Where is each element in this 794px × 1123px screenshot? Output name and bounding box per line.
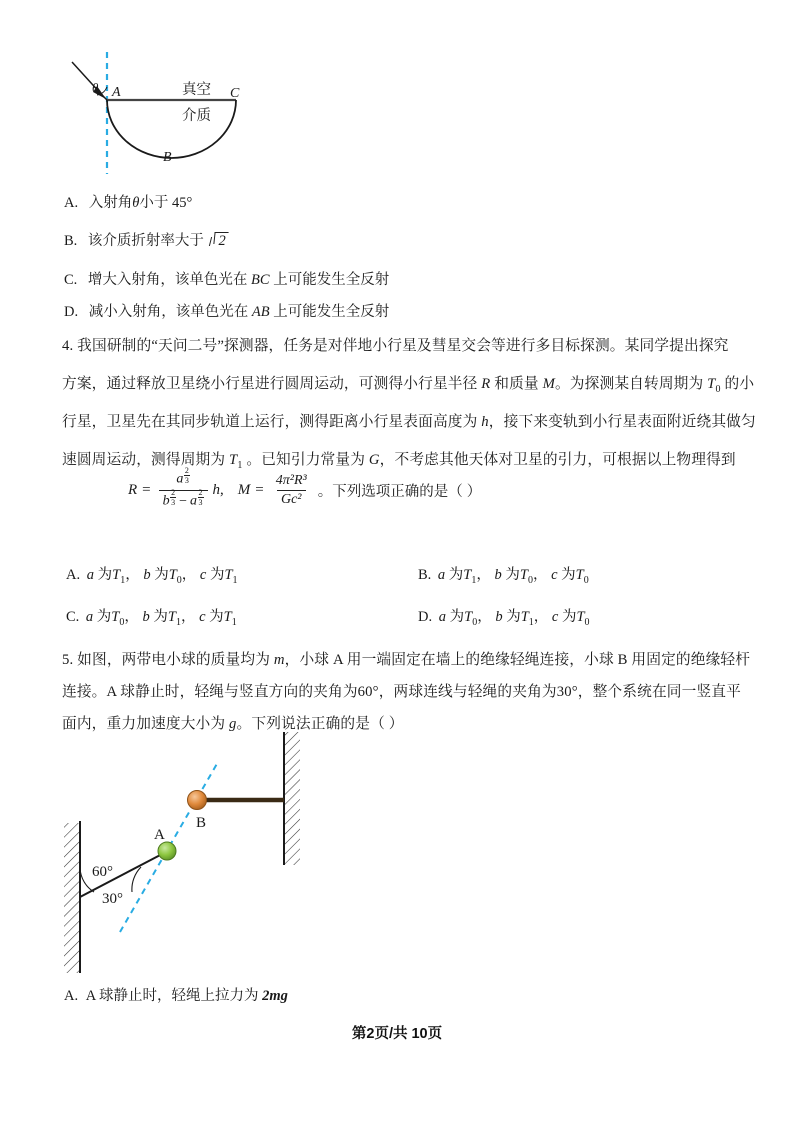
formula-M-denominator: Gc²: [277, 490, 306, 508]
exp-den-2: 3: [171, 498, 176, 507]
q3-option-a-text2: 小于 45°: [139, 195, 193, 211]
formula-fraction-R: [159, 466, 208, 511]
q4-a-t3: T: [224, 567, 233, 583]
exponent-two-thirds-1: [184, 466, 190, 485]
q4-option-a-key: A.: [66, 567, 81, 583]
q3-option-b-key: B.: [64, 233, 78, 249]
q4-a-var1: a: [86, 567, 94, 583]
q3-option-d: [64, 300, 389, 321]
q4-option-b-key: B.: [418, 567, 432, 583]
q4-a-s2: 0: [176, 574, 182, 586]
q4-b-t2: T: [519, 567, 528, 583]
q4-c-t3: T: [223, 609, 232, 625]
q4-a-t2: T: [168, 567, 177, 583]
q4-a-wei1: 为: [97, 567, 113, 583]
q4-d-wei2: 为: [506, 609, 521, 625]
q4-d-var3: c: [551, 609, 559, 625]
q4-c-var1: a: [85, 609, 94, 625]
q3-option-a-key: A.: [64, 195, 79, 211]
q4-d-t2: T: [520, 609, 529, 625]
point-b-label: B: [163, 150, 172, 165]
q4-d-t3: T: [576, 609, 585, 625]
q4-b-t3: T: [575, 567, 584, 583]
q3-option-b: [64, 229, 228, 250]
medium-label: 介质: [182, 108, 211, 124]
theta-label: θ: [92, 80, 99, 95]
q5-option-a-math: 2mg: [262, 988, 288, 1004]
q3-option-a-text1: 入射角: [88, 195, 133, 211]
q4-a-wei2: 为: [154, 567, 169, 583]
q4-c-wei3: 为: [209, 609, 224, 625]
angle-30-arc: [132, 867, 141, 892]
formula-equals-2: =: [255, 482, 264, 498]
formula-R-numerator: [172, 466, 194, 490]
q4-b-s2: 0: [527, 574, 533, 586]
formula-equals-1: =: [142, 482, 151, 498]
exponent-two-thirds-3: [198, 488, 204, 507]
q4-d-wei1: 为: [449, 609, 465, 625]
q3-option-d-text2: 上可能发生全反射: [269, 304, 390, 320]
q4-d-wei3: 为: [561, 609, 577, 625]
right-wall-hatching: [284, 732, 300, 865]
q5-line-3: 面内，重力加速度大小为 g。下列说法正确的是（ ）: [62, 716, 404, 732]
q4-option-d-key: D.: [418, 609, 433, 625]
q4-option-a: A. a 为$T_1$， b 为$T_0$， c 为$T_1$: [66, 567, 238, 586]
q3-option-c-key: C.: [64, 272, 78, 288]
q3-option-c: [64, 268, 389, 289]
page-footer: 第2页/共 10页: [351, 1026, 443, 1042]
q3-option-d-segment: AB: [251, 304, 270, 320]
q4-a-var3: c: [199, 567, 207, 583]
formula-tail-text: 。下列选项正确的是（ ）: [317, 484, 482, 500]
q4-option-c: C. a 为$T_0$， b 为$T_1$， c 为$T_1$: [66, 609, 237, 628]
exponent-two-thirds-2: [170, 488, 176, 507]
q5-line-1: 5. 如图，两带电小球的质量均为 m，小球 A 用一端固定在墙上的绝缘轻绳连接，小球 B 用固定的绝缘轻杆: [62, 652, 751, 668]
q4-b-s1: 1: [471, 574, 477, 586]
q4-d-var2: b: [495, 609, 503, 625]
q4-c-s1: 0: [119, 616, 125, 628]
q3-option-a: [64, 191, 192, 212]
q5-option-a-key: A.: [64, 988, 79, 1004]
exp-den-3: 3: [198, 498, 203, 507]
q3-option-d-key: D.: [64, 304, 79, 320]
q3-option-a-theta: θ: [132, 195, 140, 211]
ball-b: [188, 791, 207, 810]
q4-formula: [128, 466, 482, 511]
q5-option-a: [64, 984, 288, 1005]
ball-a: [158, 842, 176, 860]
q4-b-s3: 0: [583, 574, 589, 586]
q4-c-s3: 1: [231, 616, 237, 628]
q4-c-var3: c: [199, 609, 206, 625]
optics-figure: [60, 42, 330, 187]
q4-b-var3: c: [551, 567, 558, 583]
q4-c-t2: T: [167, 609, 176, 625]
q4-a-wei3: 为: [209, 567, 225, 583]
q4-d-s2: 1: [528, 616, 534, 628]
q3-option-d-text1: 减小入射角，该单色光在: [88, 304, 252, 320]
balls-svg: [62, 730, 318, 975]
exp-num-3: 2: [198, 488, 203, 497]
formula-fraction-M: [272, 473, 311, 508]
q4-d-s3: 0: [584, 616, 590, 628]
formula-minus: −: [179, 493, 188, 509]
q4-line-1: 4. 我国研制的“天问二号”探测器，任务是对伴地小行星及彗星交会等进行多目标探测。某同学提出探究: [62, 338, 729, 354]
q4-option-d: D. a 为$T_0$， b 为$T_1$， c 为$T_0$: [418, 609, 590, 628]
q4-b-var2: b: [494, 567, 502, 583]
exp-num-1: 2: [184, 466, 189, 475]
q4-b-wei3: 为: [561, 567, 576, 583]
q3-option-c-text2: 上可能发生全反射: [269, 272, 390, 288]
q4-b-wei2: 为: [505, 567, 520, 583]
q4-d-s1: 0: [472, 616, 478, 628]
q4-c-t1: T: [111, 609, 120, 625]
formula-R-denominator: [159, 490, 208, 511]
q5-option-a-text: A 球静止时，轻绳上拉力为: [85, 988, 263, 1004]
formula-M: M: [237, 482, 251, 498]
ball-b-label: B: [196, 815, 207, 831]
q4-option-c-key: C.: [66, 609, 80, 625]
formula-comma: ,: [220, 482, 224, 498]
vacuum-label: 真空: [182, 82, 211, 98]
sqrt-icon: [208, 233, 228, 250]
q4-c-wei2: 为: [153, 609, 168, 625]
q5-line-2: 连接。A 球静止时，轻绳与竖直方向的夹角为60°，两球连线与轻绳的夹角为30°，整个系统在同一竖直平: [62, 684, 741, 700]
q3-option-b-radicand: 2: [218, 233, 226, 249]
q4-line-4: 速圆周运动，测得周期为 $T_1$ 。已知引力常量为 G，不考虑其他天体对卫星的引力，可根据以上物理得到: [62, 452, 736, 471]
q4-a-var2: b: [143, 567, 151, 583]
q4-c-wei1: 为: [96, 609, 112, 625]
q3-option-b-text: 该介质折射率大于: [87, 233, 208, 249]
q4-a-t1: T: [112, 567, 121, 583]
q3-option-c-text1: 增大入射角，该单色光在: [87, 272, 252, 288]
formula-R: R: [128, 482, 138, 498]
point-a-label: A: [112, 85, 121, 100]
q4-a-s1: 1: [120, 574, 126, 586]
q4-c-var2: b: [142, 609, 150, 625]
q4-b-var1: a: [437, 567, 446, 583]
formula-a-num: a: [176, 471, 184, 487]
q4-b-t1: T: [463, 567, 472, 583]
q4-d-t1: T: [464, 609, 473, 625]
ball-a-label: A: [154, 827, 165, 843]
q4-b-wei1: 为: [448, 567, 464, 583]
left-wall-hatching: [64, 823, 80, 973]
q4-a-s3: 1: [232, 574, 238, 586]
q4-c-s2: 1: [175, 616, 181, 628]
formula-b-den: b: [162, 493, 170, 509]
q4-line-2: 方案，通过释放卫星绕小行星进行圆周运动，可测得小行星半径 R 和质量 M。为探测某自转周期为 $T_0$ 的小: [62, 376, 755, 395]
q4-d-var1: a: [438, 609, 446, 625]
exp-num-2: 2: [171, 488, 176, 497]
q4-line-3: 行星，卫星先在其同步轨道上运行，测得距离小行星表面高度为 h，接下来变轨到小行星表面附近绕其做匀: [62, 414, 756, 430]
formula-h: h: [212, 482, 221, 498]
exp-den-1: 3: [184, 476, 189, 485]
q4-option-b: B. a 为$T_1$， b 为$T_0$， c 为$T_0$: [418, 567, 589, 586]
optics-svg: [60, 42, 330, 187]
formula-a-den: a: [190, 493, 198, 509]
balls-figure: [62, 730, 318, 975]
angle-60-label: 60°: [92, 864, 113, 880]
angle-30-label: 30°: [102, 891, 123, 907]
formula-M-numerator: 4π²R³: [275, 473, 307, 488]
point-c-label: C: [230, 86, 240, 101]
q3-option-c-segment: BC: [251, 272, 270, 288]
